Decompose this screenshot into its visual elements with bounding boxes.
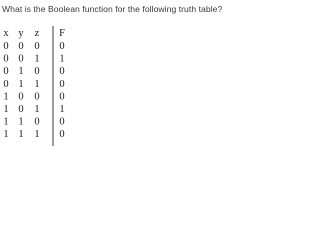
cell-row7-y: 1	[18, 129, 24, 141]
header-y: y	[18, 28, 24, 39]
cell-row7-f: 0	[59, 129, 65, 141]
cell-row0-x: 0	[3, 41, 9, 52]
cell-row1-z: 1	[34, 53, 40, 65]
cell-row6-x: 1	[3, 116, 9, 128]
cell-row2-z: 0	[34, 66, 40, 78]
cell-row1-f: 1	[59, 53, 65, 65]
cell-row7-x: 1	[3, 129, 9, 141]
cell-row3-z: 1	[34, 78, 40, 90]
cell-row1-y: 0	[18, 53, 24, 65]
truth-table	[0, 0, 200, 149]
cell-row0-f: 0	[59, 41, 65, 52]
header-x: x	[3, 28, 9, 39]
cell-row2-f: 0	[59, 66, 65, 78]
cell-row7-z: 1	[34, 129, 40, 141]
question-text: What is the Boolean function for the following truth table?	[2, 4, 223, 14]
cell-row2-y: 1	[18, 66, 24, 78]
cell-row2-x: 0	[3, 66, 9, 78]
cell-row6-f: 0	[59, 116, 65, 128]
cell-row4-x: 1	[3, 91, 9, 103]
cell-row4-z: 0	[34, 91, 40, 103]
cell-row5-x: 1	[3, 104, 9, 115]
cell-row4-y: 0	[18, 91, 24, 103]
cell-row5-f: 1	[59, 104, 65, 115]
cell-row0-z: 0	[34, 41, 40, 52]
cell-row4-f: 0	[59, 91, 65, 103]
header-f: F	[59, 28, 65, 39]
cell-row5-y: 0	[18, 104, 24, 115]
header-z: z	[34, 28, 40, 39]
cell-row1-x: 0	[3, 53, 9, 65]
cell-row3-f: 0	[59, 78, 65, 90]
cell-row3-y: 1	[18, 78, 24, 90]
cell-row0-y: 0	[18, 41, 24, 52]
cell-row3-x: 0	[3, 78, 9, 90]
cell-row6-z: 0	[34, 116, 40, 128]
cell-row5-z: 1	[34, 104, 40, 115]
cell-row6-y: 1	[18, 116, 24, 128]
